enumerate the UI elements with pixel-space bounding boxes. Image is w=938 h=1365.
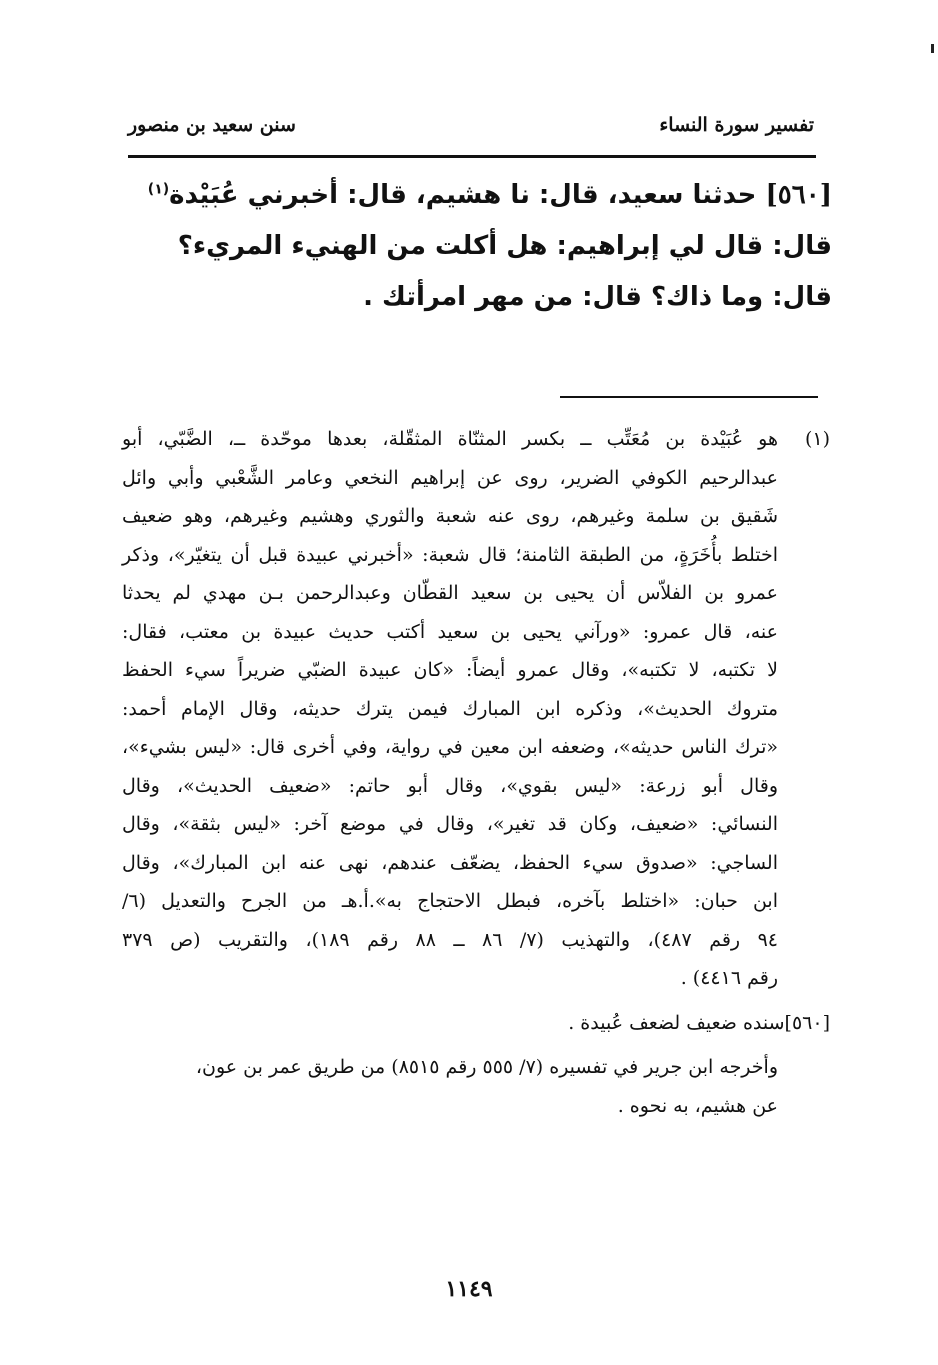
footnote-line: اختلط بأُخَرَةٍ، من الطبقة الثامنة؛ قال شعبة: «أخبرني عبيدة قبل أن يتغيّر»، وذكر [122,543,778,566]
footnote-line: عمرو بن الفلاّس أن يحيى بن سعيد القطّان وعبدالرحمن بـن مهدي لم يحدثا [122,582,778,604]
footnote-line: شَقيق بن سلمة وغيرهم، روى عنه شعبة والثوري وهشيم وغيرهم، وهو ضعيف [122,505,778,527]
takhrij-line: عن هشيم، به نحوه . [617,1094,778,1117]
footnote-line: «ترك الناس حديثه»، وضعفه ابن معين في رواية، وفي أخرى قال: «ليس بشيء»، [122,736,778,758]
footnote-1-marker: (١) [804,428,830,450]
footnote-line: لا تكتبه، لا تكتبه»، وقال عمرو أيضاً: «كان عبيدة الضبّي ضريراً سيء الحفظ [122,659,778,681]
hadith-text-part1: حدثنا سعيد، قال: نا هشيم، قال: أخبرني عُبَيْدة [169,180,757,210]
hadith-number: [٥٦٠] [765,180,832,210]
commentary-ref: [٥٦٠] [784,1011,830,1034]
commentary-isnad [122,1004,830,1043]
commentary-block [122,1004,830,1126]
book-title: سنن سعيد بن منصور [128,114,296,136]
hadith-text-part2: قال: قال لي إبراهيم: هل أكلت من الهنيء المريء؟ قال: وما ذاك؟ قال: من مهر امرأتك . [177,231,832,312]
footnote-line: عنه، قال عمرو: «ورآني يحيى بن سعيد أكتب حديث عبيدة بن معتب، فقال: [122,620,778,643]
footnote-line: وقال أبو زرعة: «ليس بقوي»، وقال أبو حاتم: «ضعيف الحديث»، وقال [122,774,778,797]
header-rule [128,155,816,158]
hadith-text [110,170,832,323]
footnote-line: عبدالرحيم الكوفي الضرير، روى عن إبراهيم النخعي وعامر الشَّعْبي وأبي وائل [122,466,778,489]
footnote-line: رقم ٤٤١٦) . [680,967,778,989]
footnote-line: ٩٤ رقم ٤٨٧)، والتهذيب (٧/ ٨٦ ــ ٨٨ رقم ١٨٩)، والتقريب (ص ٣٧٩ [122,928,778,951]
footnote-1 [122,420,830,998]
scan-edge-mark [931,44,934,53]
footnote-separator [560,396,818,398]
footnote-line: الساجي: «صدوق سيء الحفظ، يضعّف عندهم، نهى عنه ابن المبارك»، وقال [122,851,778,874]
footnote-line: النسائي: «ضعيف، وكان قد تغير»، وقال في موضع آخر: «ليس بثقة»، وقال [122,813,778,835]
footnote-line: ابن حبان: «اختلط بآخره، فبطل الاحتجاج به».أ.هـ من الجرح والتعديل (٦/ [122,890,778,912]
footnote-reference: (١) [147,181,170,198]
page-number: ١١٤٩ [445,1276,493,1302]
surah-title: تفسير سورة النساء [659,114,814,136]
running-header [128,108,814,150]
takhrij-line: وأخرجه ابن جرير في تفسيره (٧/ ٥٥٥ رقم ٨٥١٥) من طريق عمر بن عون، [195,1056,778,1078]
footnote-line: هو عُبَيْدة بن مُعَتِّب ــ بكسر المثنّاة المثقّلة، بعدها موحّدة ــ، الضَّبّي، أبو [122,428,778,450]
footnotes-section [122,420,830,1125]
footnote-line: متروك الحديث»، وذكره ابن المبارك فيمن يترك حديثه، وقال الإمام أحمد: [122,697,778,720]
isnad-note: سنده ضعيف لضعف عُبيدة . [568,1011,785,1034]
